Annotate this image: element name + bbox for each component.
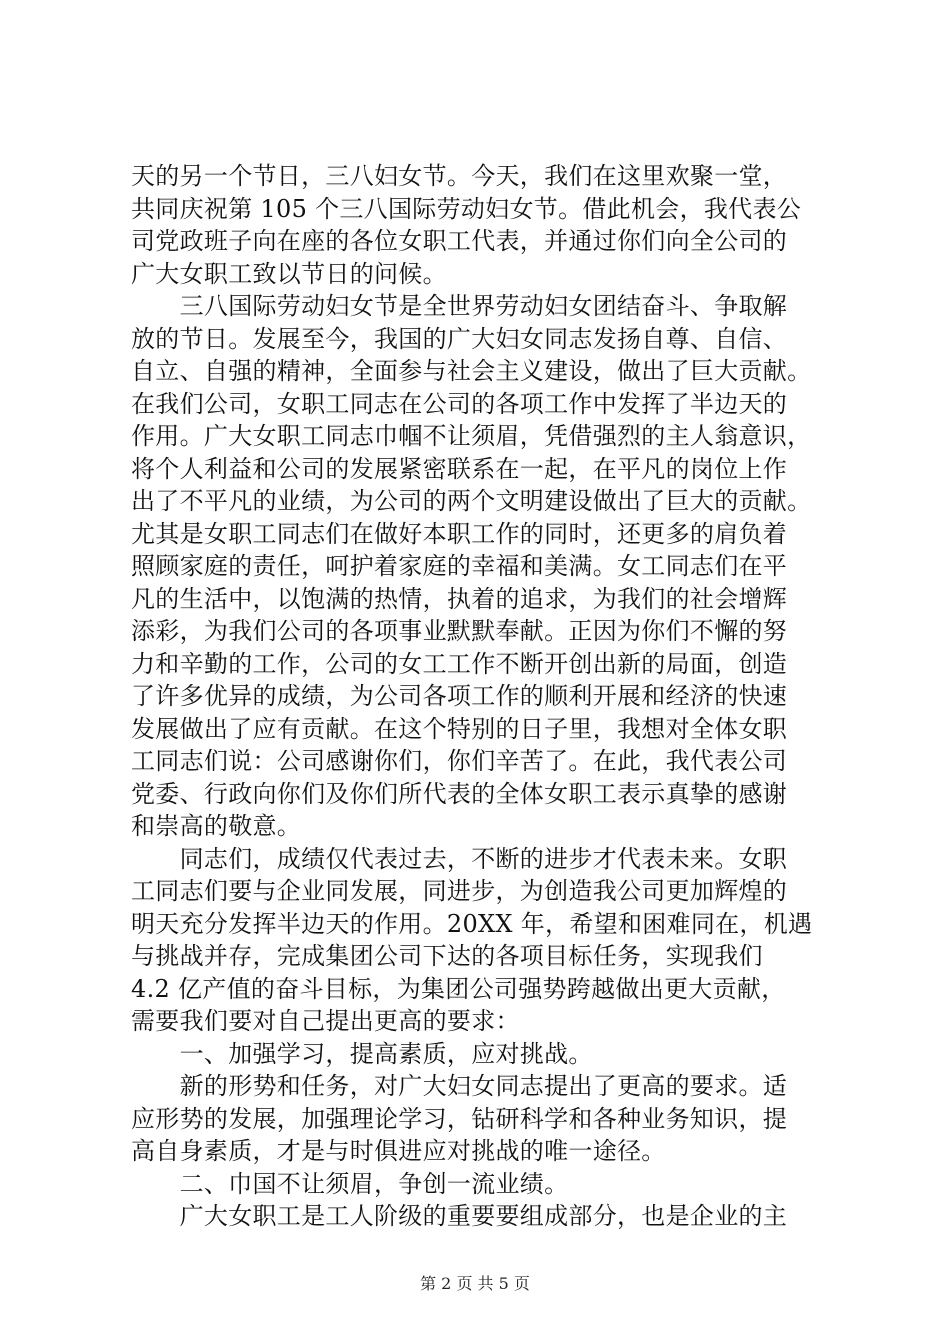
text-line: 作用。广大女职工同志巾帼不让须眉，凭借强烈的主人翁意识，: [131, 422, 812, 450]
text-line: 力和辛勤的工作，公司的女工工作不断开创出新的局面，创造: [131, 649, 788, 678]
text-line: 共同庆祝第 105 个三八国际劳动妇女节。借此机会，我代表公: [131, 194, 802, 223]
text-line: 放的节日。发展至今，我国的广大妇女同志发扬自尊、自信、: [131, 324, 788, 353]
text-line: 广大女职工致以节日的问候。: [131, 259, 447, 288]
text-line: 将个人利益和公司的发展紧密联系在一起，在平凡的岗位上作: [131, 454, 788, 483]
text-line: 应形势的发展，加强理论学习，钻研科学和各种业务知识，提: [131, 1104, 788, 1133]
text-line: 二、巾国不让须眉，争创一流业绩。: [131, 1169, 569, 1198]
text-line: 自立、自强的精神，全面参与社会主义建设，做出了巨大贡献。: [131, 357, 812, 385]
text-line: 添彩，为我们公司的各项事业默默奉献。正因为你们不懈的努: [131, 617, 788, 645]
text-line: 了许多优异的成绩，为公司各项工作的顺利开展和经济的快速: [131, 682, 788, 710]
text-line: 一、加强学习，提高素质，应对挑战。: [131, 1039, 593, 1068]
text-line: 尤其是女职工同志们在做好本职工作的同时，还更多的肩负着: [131, 519, 788, 548]
text-line: 同志们，成绩仅代表过去，不断的进步才代表未来。女职: [131, 844, 788, 873]
text-line: 需要我们要对自己提出更高的要求：: [131, 1007, 520, 1035]
text-line: 在我们公司，女职工同志在公司的各项工作中发挥了半边天的: [131, 389, 788, 418]
text-line: 出了不平凡的业绩，为公司的两个文明建设做出了巨大的贡献。: [131, 487, 812, 515]
text-line: 高自身素质，才是与时俱进应对挑战的唯一途径。: [131, 1137, 666, 1165]
text-line: 司党政班子向在座的各位女职工代表，并通过你们向全公司的: [131, 227, 788, 255]
text-line: 与挑战并存，完成集团公司下达的各项目标任务，实现我们: [131, 942, 763, 970]
text-line: 明天充分发挥半边天的作用。20XX 年，希望和困难同在，机遇: [131, 909, 813, 938]
page-number-label: 第 2 页 共 5 页: [420, 1274, 530, 1293]
text-line: 4.2 亿产值的奋斗目标，为集团公司强势跨越做出更大贡献，: [131, 974, 786, 1003]
text-line: 三八国际劳动妇女节是全世界劳动妇女团结奋斗、争取解: [131, 292, 788, 320]
text-line: 工同志们要与企业同发展，同进步，为创造我公司更加辉煌的: [131, 877, 788, 905]
text-line: 新的形势和任务，对广大妇女同志提出了更高的要求。适: [131, 1072, 788, 1100]
text-line: 凡的生活中，以饱满的热情，执着的追求，为我们的社会增辉: [131, 584, 788, 613]
page-footer: [0, 1273, 950, 1295]
text-line: 广大女职工是工人阶级的重要要组成部分，也是企业的主: [131, 1202, 788, 1230]
document-body: [131, 160, 831, 1233]
text-line: 党委、行政向你们及你们所代表的全体女职工表示真挚的感谢: [131, 779, 788, 808]
text-line: 工同志们说：公司感谢你们，你们辛苦了。在此，我代表公司: [131, 747, 788, 775]
text-line: 和崇高的敬意。: [131, 812, 302, 840]
text-line: 照顾家庭的责任，呵护着家庭的幸福和美满。女工同志们在平: [131, 552, 788, 580]
text-line: 发展做出了应有贡献。在这个特别的日子里，我想对全体女职: [131, 714, 788, 743]
text-line: 天的另一个节日，三八妇女节。今天，我们在这里欢聚一堂，: [131, 162, 788, 190]
